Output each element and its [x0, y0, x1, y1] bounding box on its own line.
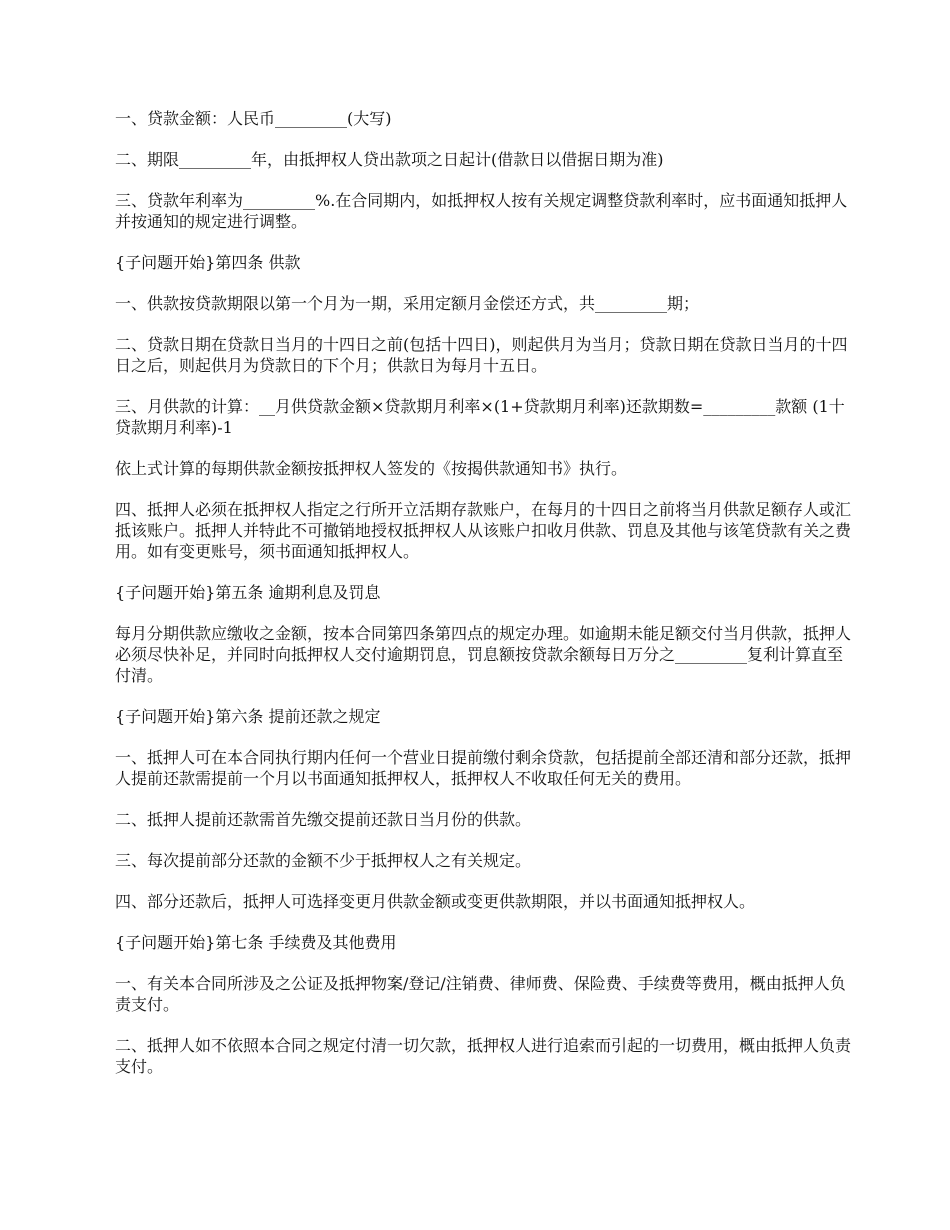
monthly-payment-formula: 三、月供款的计算：__月供贷款金额×贷款期月利率×(1+贷款期月利率)还款期数=_________款额 (1十贷款期月利率)-1 — [115, 397, 845, 437]
interest-rate-clause: 三、贷款年利率为_________%.在合同期内，如抵押权人按有关规定调整贷款利率时，应书面通知抵押人并按通知的规定进行调整。 — [115, 191, 848, 231]
article-7-heading: {子问题开始}第七条 手续费及其他费用 — [115, 933, 397, 952]
loan-amount-clause: 一、贷款金额：人民币_________(大写) — [115, 109, 392, 128]
loan-term-clause: 二、期限_________年，由抵押权人贷出款项之日起计(借款日以借据日期为准) — [115, 150, 664, 169]
prepayment-clause-2: 二、抵押人提前还款需首先缴交提前还款日当月份的供款。 — [115, 810, 532, 829]
prepayment-clause-1: 一、抵押人可在本合同执行期内任何一个营业日提前缴付剩余贷款，包括提前全部还清和部分还款，抵押人提前还款需提前一个月以书面通知抵押权人，抵押权人不收取任何无关的费用。 — [115, 748, 852, 788]
article-5-heading: {子问题开始}第五条 逾期利息及罚息 — [115, 583, 381, 602]
fees-clause-1: 一、有关本合同所涉及之公证及抵押物案/登记/注销费、律师费、保险费、手续费等费用，概由抵押人负责支付。 — [115, 974, 846, 1014]
fees-clause-2: 二、抵押人如不依照本合同之规定付清一切欠款，抵押权人进行追索而引起的一切费用，概由抵押人负责支付。 — [115, 1036, 852, 1076]
article-6-heading: {子问题开始}第六条 提前还款之规定 — [115, 707, 381, 726]
payment-period-clause: 一、供款按贷款期限以第一个月为一期，采用定额月金偿还方式，共_________期； — [115, 294, 700, 313]
payment-notice-clause: 依上式计算的每期供款金额按抵押权人签发的《按揭供款通知书》执行。 — [115, 459, 628, 478]
document-body — [115, 108, 855, 1097]
prepayment-clause-3: 三、每次提前部分还款的金额不少于抵押权人之有关规定。 — [115, 851, 532, 870]
account-clause: 四、抵押人必须在抵押权人指定之行所开立活期存款账户，在每月的十四日之前将当月供款足额存人或汇抵该账户。抵押人并特此不可撤销地授权抵押权人从该账户扣收月供款、罚息及其他与该笔贷款有关之费用。如有变更账号，须书面通知抵押权人。 — [115, 500, 852, 561]
prepayment-clause-4: 四、部分还款后，抵押人可选择变更月供款金额或变更供款期限，并以书面通知抵押权人。 — [115, 892, 756, 911]
article-4-heading: {子问题开始}第四条 供款 — [115, 253, 301, 272]
payment-start-clause: 二、贷款日期在贷款日当月的十四日之前(包括十四日)，则起供月为当月；贷款日期在贷款日当月的十四日之后，则起供月为贷款日的下个月；供款日为每月十五日。 — [115, 335, 848, 375]
overdue-penalty-clause: 每月分期供款应缴收之金额，按本合同第四条第四点的规定办理。如逾期未能足额交付当月供款，抵押人必须尽快补足，并同时向抵押权人交付逾期罚息，罚息额按贷款余额每日万分之_________复利计算直至付清。 — [115, 624, 852, 685]
